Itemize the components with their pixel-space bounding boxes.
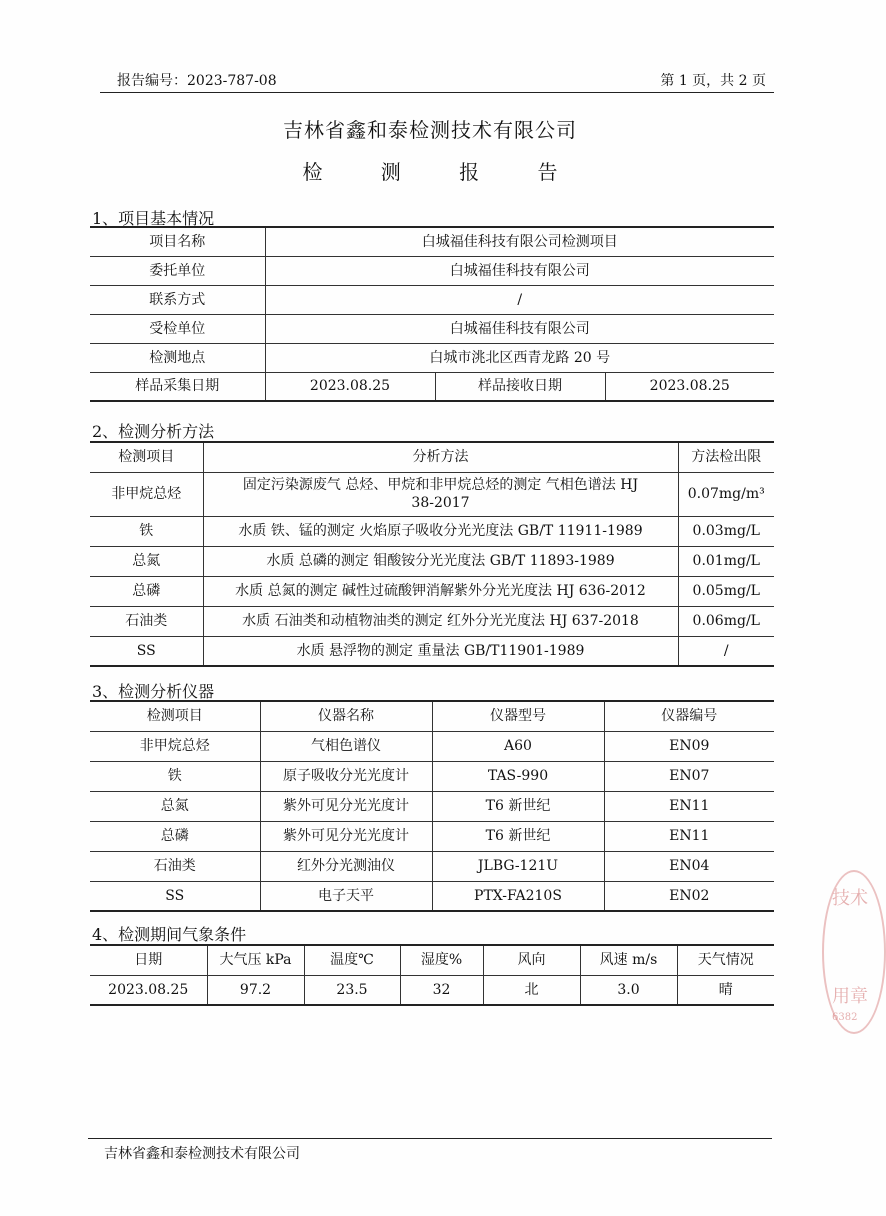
- table-cell: 总磷: [90, 576, 203, 606]
- table-cell: 铁: [90, 761, 260, 791]
- label-cell: 项目名称: [90, 227, 265, 256]
- column-header: 方法检出限: [678, 442, 774, 472]
- column-header: 检测项目: [90, 701, 260, 731]
- table-cell: EN11: [604, 821, 774, 851]
- section4-title: 4、检测期间气象条件: [92, 925, 247, 944]
- table-cell: 北: [483, 975, 580, 1005]
- value-cell: 2023.08.25: [265, 372, 435, 401]
- weather-table: [90, 944, 774, 1006]
- table-row: [90, 516, 774, 546]
- table-row: [90, 975, 774, 1005]
- table-cell: EN09: [604, 731, 774, 761]
- table-cell: 非甲烷总烃: [90, 472, 203, 516]
- column-header: 仪器编号: [604, 701, 774, 731]
- table-row: [90, 881, 774, 911]
- label-cell: 受检单位: [90, 314, 265, 343]
- table-cell: 固定污染源废气 总烃、甲烷和非甲烷总烃的测定 气相色谱法 HJ 38-2017: [203, 472, 678, 516]
- table-header-row: [90, 701, 774, 731]
- table-row: [90, 314, 774, 343]
- table-cell: EN04: [604, 851, 774, 881]
- document-title: 检 测 报 告: [302, 160, 584, 184]
- table-cell: /: [678, 636, 774, 666]
- table-row: [90, 851, 774, 881]
- table-cell: 0.01mg/L: [678, 546, 774, 576]
- table-cell: T6 新世纪: [432, 821, 604, 851]
- table-row: [90, 546, 774, 576]
- table-cell: 红外分光测油仪: [260, 851, 432, 881]
- table-cell: TAS-990: [432, 761, 604, 791]
- table-cell: 石油类: [90, 851, 260, 881]
- column-header: 仪器名称: [260, 701, 432, 731]
- table-header-row: [90, 442, 774, 472]
- header-divider: [100, 92, 774, 93]
- table-cell: T6 新世纪: [432, 791, 604, 821]
- table-cell: EN07: [604, 761, 774, 791]
- table-cell: 总磷: [90, 821, 260, 851]
- instruments-table: [90, 700, 774, 912]
- table-cell: 原子吸收分光光度计: [260, 761, 432, 791]
- table-cell: PTX-FA210S: [432, 881, 604, 911]
- table-cell: 紫外可见分光光度计: [260, 791, 432, 821]
- table-cell: 97.2: [207, 975, 304, 1005]
- value-cell: 白城福佳科技有限公司: [265, 314, 774, 343]
- stamp-number: 6382: [832, 1012, 858, 1023]
- table-cell: 石油类: [90, 606, 203, 636]
- report-number: 报告编号：2023-787-08: [117, 73, 277, 89]
- column-header: 湿度%: [400, 945, 483, 975]
- table-cell: 2023.08.25: [90, 975, 207, 1005]
- value-cell: 白城福佳科技有限公司: [265, 256, 774, 285]
- label-cell: 样品采集日期: [90, 372, 265, 401]
- section3-title: 3、检测分析仪器: [92, 682, 215, 701]
- column-header: 风向: [483, 945, 580, 975]
- table-row: [90, 791, 774, 821]
- table-cell: SS: [90, 636, 203, 666]
- table-cell: 气相色谱仪: [260, 731, 432, 761]
- value-cell: 2023.08.25: [605, 372, 774, 401]
- table-row: [90, 285, 774, 314]
- table-cell: 0.03mg/L: [678, 516, 774, 546]
- column-header: 仪器型号: [432, 701, 604, 731]
- table-cell: EN11: [604, 791, 774, 821]
- table-row: [90, 372, 774, 401]
- table-row: [90, 576, 774, 606]
- section2-title: 2、检测分析方法: [92, 422, 215, 441]
- table-row: [90, 636, 774, 666]
- table-row: [90, 256, 774, 285]
- stamp-text: 用章: [832, 986, 868, 1007]
- section1-title: 1、项目基本情况: [92, 209, 215, 228]
- table-cell: EN02: [604, 881, 774, 911]
- table-row: [90, 731, 774, 761]
- column-header: 分析方法: [203, 442, 678, 472]
- footer-divider: [88, 1138, 772, 1139]
- methods-table: [90, 441, 774, 667]
- footer-company: 吉林省鑫和泰检测技术有限公司: [104, 1146, 300, 1162]
- table-cell: 晴: [677, 975, 774, 1005]
- table-cell: 水质 总磷的测定 钼酸铵分光光度法 GB/T 11893-1989: [203, 546, 678, 576]
- table-cell: 水质 总氮的测定 碱性过硫酸钾消解紫外分光光度法 HJ 636-2012: [203, 576, 678, 606]
- table-row: [90, 472, 774, 516]
- table-cell: SS: [90, 881, 260, 911]
- company-seal-stamp: [822, 870, 886, 1034]
- value-cell: 白城市洮北区西青龙路 20 号: [265, 343, 774, 372]
- table-row: [90, 761, 774, 791]
- table-row: [90, 227, 774, 256]
- table-cell: 水质 石油类和动植物油类的测定 红外分光光度法 HJ 637-2018: [203, 606, 678, 636]
- table-cell: 0.06mg/L: [678, 606, 774, 636]
- label-cell: 样品接收日期: [435, 372, 605, 401]
- table-row: [90, 606, 774, 636]
- table-cell: 23.5: [304, 975, 400, 1005]
- table-cell: 铁: [90, 516, 203, 546]
- value-cell: 白城福佳科技有限公司检测项目: [265, 227, 774, 256]
- column-header: 风速 m/s: [580, 945, 677, 975]
- table-cell: 32: [400, 975, 483, 1005]
- column-header: 天气情况: [677, 945, 774, 975]
- table-cell: 0.05mg/L: [678, 576, 774, 606]
- stamp-text: 技术: [832, 888, 868, 909]
- column-header: 大气压 kPa: [207, 945, 304, 975]
- table-cell: 水质 悬浮物的测定 重量法 GB/T11901-1989: [203, 636, 678, 666]
- table-header-row: [90, 945, 774, 975]
- table-cell: JLBG-121U: [432, 851, 604, 881]
- label-cell: 委托单位: [90, 256, 265, 285]
- company-name: 吉林省鑫和泰检测技术有限公司: [283, 118, 577, 142]
- column-header: 温度℃: [304, 945, 400, 975]
- project-info-table: [90, 226, 774, 402]
- value-cell: /: [265, 285, 774, 314]
- label-cell: 联系方式: [90, 285, 265, 314]
- table-cell: 总氮: [90, 546, 203, 576]
- table-cell: 非甲烷总烃: [90, 731, 260, 761]
- column-header: 检测项目: [90, 442, 203, 472]
- table-cell: 3.0: [580, 975, 677, 1005]
- label-cell: 检测地点: [90, 343, 265, 372]
- table-cell: 水质 铁、锰的测定 火焰原子吸收分光光度法 GB/T 11911-1989: [203, 516, 678, 546]
- table-cell: 电子天平: [260, 881, 432, 911]
- page-indicator: 第 1 页，共 2 页: [660, 73, 766, 89]
- column-header: 日期: [90, 945, 207, 975]
- table-cell: 总氮: [90, 791, 260, 821]
- table-row: [90, 343, 774, 372]
- table-cell: A60: [432, 731, 604, 761]
- table-cell: 0.07mg/m³: [678, 472, 774, 516]
- table-row: [90, 821, 774, 851]
- table-cell: 紫外可见分光光度计: [260, 821, 432, 851]
